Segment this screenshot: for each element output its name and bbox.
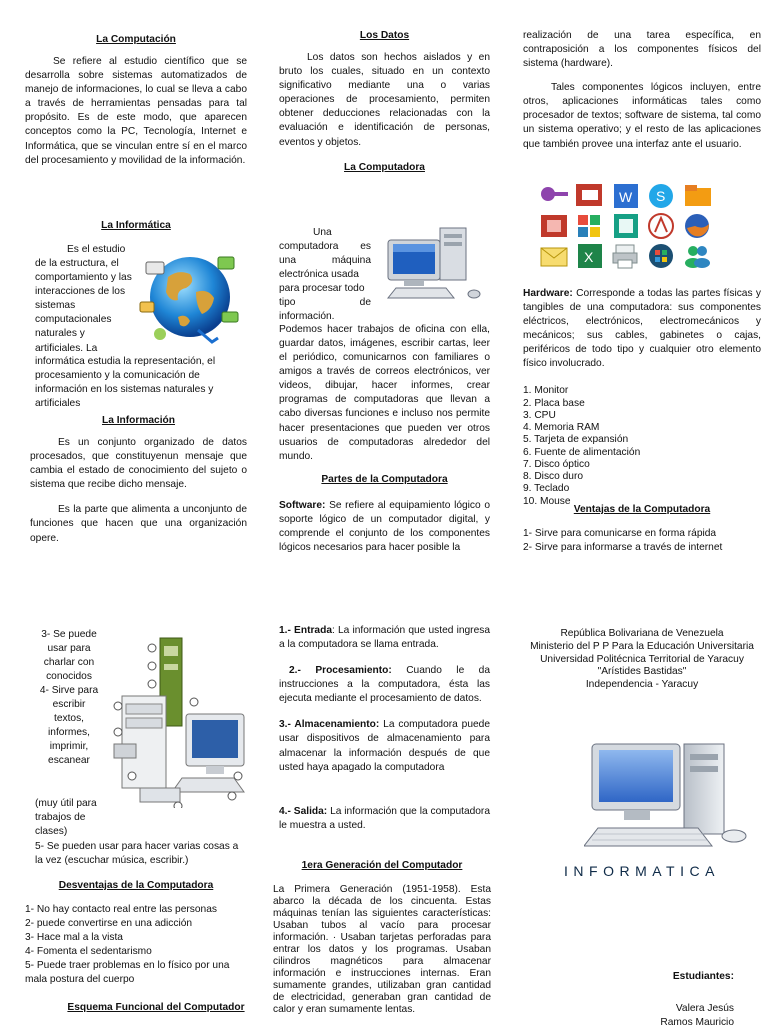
list-item: 4. Memoria RAM [523, 422, 600, 434]
text-datos: Los datos son hechos aislados y en bruto los cuales, situado en un contexto significativo mediante una o varias operaciones de procesamiento, permiten obtener deducciones relacionadas con la evaluación e identificación de personas, eventos y objetos. [279, 52, 490, 148]
list-item: 1- No hay contacto real entre las personas [25, 904, 217, 916]
computadora-wrap-text [279, 226, 371, 325]
heading-desventajas: Desventajas de la Computadora [58, 880, 214, 891]
excel-icon [574, 242, 606, 270]
heading-informatica: La Informática [101, 220, 171, 231]
text-generacion: La Primera Generación (1951-1958). Esta abarco la década de los cincuenta. Estas máquinas tenían las siguientes características: Usaban tubos al vacío para procesar información. · Usaban tarjetas perforadas para entrar los datos y los programas. Usaban cilindros magnéticos para almacenar información e instrucciones internas. Eran sumamente grandes, utilizaban gran cantidad de electricidad, generaban gran cantidad de calor y eran sumamente lentas. [273, 884, 491, 1016]
heading-computadora: La Computadora [344, 162, 425, 173]
entrada-label: 1.- Entrada [279, 625, 332, 636]
cover-institution [520, 628, 764, 692]
section-generacion [273, 859, 491, 1016]
computadora-line: Una [313, 227, 332, 238]
text-computadora: Podemos hacer trabajos de oficina con ella, guardar datos, imágenes, escribir cartas, leer el periódico, comunicarnos con familiares o amigos a través de correos electrónicos, ver videos, dibujar, hacer informes, crear programas de computadoras que llevan a cabo diversas funciones e incluso nos permite hacer presentaciones que pueden ver otros usuarios de computadoras alrededor del mundo. [279, 324, 490, 462]
list-item: 1- Sirve para comunicarse en forma rápida [523, 528, 717, 540]
list-item: 7. Disco óptico [523, 458, 590, 470]
section-datos [279, 29, 490, 150]
outlook-icon [538, 242, 570, 270]
text-procesamiento [279, 664, 490, 706]
text-almacenamiento [279, 718, 490, 774]
cover-line: Ministerio del P P Para la Educación Universitaria [530, 640, 754, 652]
heading-ventajas: Ventajas de la Computadora [573, 504, 711, 515]
software-text: Se refiere al equipamiento lógico o soporte lógico de un computador digital, y comprende el conjunto de los componentes lógicos necesarios para hacer posible la [279, 500, 490, 554]
text-hardware [523, 287, 761, 371]
procesamiento-number: 2.- [289, 665, 316, 677]
list-item: 5- Puede traer problemas en lo físico por una mala postura del cuerpo [25, 960, 230, 986]
messenger-icon [682, 242, 714, 270]
cover-title [523, 862, 761, 881]
ventajas-line: textos, [53, 713, 84, 725]
software-label: Software: [279, 500, 326, 512]
list-item: 3- Hace mal a la vista [25, 932, 123, 944]
informatica-line: artificiales. La [35, 342, 98, 354]
entrada-text: : La información que usted ingresa a la computadora se llama entrada. [279, 625, 490, 651]
computadora-rest [279, 323, 490, 464]
list-item: 4- Fomenta el sedentarismo [25, 946, 152, 958]
computer-parts-diagram [112, 636, 252, 808]
section-computadora [279, 161, 490, 175]
text-software-cont: realización de una tarea específica, en contraposición a los componentes físicos del sistema (hardware). [523, 30, 761, 70]
text-computacion: Se refiere al estudio científico que se desarrolla sobre sistemas automatizados de manejo de informaciones, lo cual se lleva a cabo a través de herramientas pensadas para tal propósito. Es de este modo, que aparecen conceptos como la PC, Tecnología, Internet e Informática, que se vinculan entre sí en el marco del procesamiento y movilidad de la información. [25, 56, 247, 166]
computadora-line: electrónica usada [279, 269, 359, 281]
word-icon [610, 182, 642, 210]
ventajas-line: usar para [47, 643, 91, 655]
section-partes [279, 473, 490, 555]
section-informacion [30, 414, 247, 546]
section-esquema [60, 1002, 252, 1014]
folder-icon [682, 182, 714, 210]
almacenamiento-label: 3.- Almacenamiento: [279, 719, 380, 731]
list-item: 9. Teclado [523, 483, 570, 495]
hardware-list [523, 385, 761, 507]
section-funciones [279, 624, 490, 833]
text-informatica: informática estudia la representación, el procesamiento y la comunicación de información en los sistemas naturales y artificiales [35, 356, 216, 410]
ventajas-line: escanear [48, 755, 90, 767]
computadora-line: para procesar todo [279, 283, 365, 295]
informatica-line: de la estructura, el [35, 258, 119, 270]
list-item: 6. Fuente de alimentación [523, 446, 641, 458]
globe-illustration [138, 242, 243, 352]
publisher-icon [610, 212, 642, 240]
hardware-label: Hardware: [523, 288, 573, 299]
salida-label: 4.- Salida: [279, 805, 328, 817]
estudiantes-label: Estudiantes: [672, 971, 734, 982]
heading-informacion: La Información [101, 415, 176, 426]
heading-generacion: 1era Generación del Computador [301, 860, 463, 871]
heading-esquema: Esquema Funcional del Computador [67, 1002, 245, 1013]
desventajas-list [25, 903, 247, 987]
svg-text:X: X [584, 249, 594, 265]
hardware-text: Corresponde a todas las partes físicas y tangibles de una computadora: sus componentes eléctricos, electrónicos, electromecánicos y mecánicos; sus cables, gabinetes o cajas, periféricos de todo tipo y cualquier otro elemento físico involucrado. [523, 288, 761, 370]
student-name: Valera Jesús [675, 1003, 734, 1015]
ventajas-item3 [35, 628, 103, 684]
ventajas-line: escribir [52, 699, 86, 711]
salida-text: La información que la computadora le muestra a usted. [279, 805, 490, 831]
ventajas-line: charlar con [43, 657, 95, 669]
heading-partes: Partes de la Computadora [321, 474, 448, 485]
student-name: Ramos Mauricio [660, 1017, 734, 1029]
cover-students [523, 970, 734, 1030]
svg-text:W: W [619, 189, 633, 205]
ventajas-line: informes, [48, 727, 90, 739]
computer-illustration [378, 226, 488, 308]
text-componentes: Tales componentes lógicos incluyen, entre otros, aplicaciones informáticas tales como procesador de textos; software de sistema, tal como un sistema operativo; y el resto de las aplicaciones que también provee una interfaz ante el usuario. [523, 82, 761, 150]
heading-datos: Los Datos [359, 30, 410, 41]
list-item: 1. Monitor [523, 385, 569, 397]
list-item: 2- Sirve para informarse a través de internet [523, 542, 723, 554]
printer-icon [610, 242, 642, 270]
text-entrada [279, 624, 490, 652]
section-computacion [25, 33, 247, 168]
informatica-line: computacionales [35, 314, 112, 326]
ventajas-item4 [33, 684, 105, 768]
ventajas-line: 3- Se puede [41, 629, 97, 640]
list-item: 10. Mouse [523, 495, 571, 507]
informatica-line: comportamiento y las [35, 272, 132, 284]
section-desventajas [25, 879, 247, 988]
list-item: 2- puede convertirse en una adicción [25, 918, 193, 930]
skype-icon [646, 182, 678, 210]
ventajas-line: imprimir, [49, 741, 89, 753]
ventajas-line: 4- Sirve para [39, 685, 99, 696]
ventajas-line: 5- Se pueden usar para hacer varias cosas a la vez (escuchar música, escribir.) [35, 841, 239, 867]
access-icon [538, 212, 570, 240]
acrobat-icon [646, 212, 678, 240]
text-salida [279, 805, 490, 833]
computadora-line: tipo de [279, 297, 371, 309]
list-item: 2. Placa base [523, 397, 585, 409]
heading-computacion: La Computación [96, 34, 176, 45]
firefox-icon [682, 212, 714, 240]
informatica-title: INFORMATICA [564, 863, 720, 879]
informatica-line: interacciones de los [35, 286, 126, 298]
section-informatica [25, 219, 247, 233]
cover-line: Universidad Politécnica Territorial de Yaracuy [540, 653, 744, 665]
section-ventajas [523, 503, 761, 555]
informatica-rest [35, 355, 247, 411]
procesamiento-text: Cuando le da instrucciones a la computadora, ésta las ejecuta mediante el procesamiento de datos. [279, 665, 490, 705]
informatica-line: sistemas [35, 300, 76, 312]
windows-logo-icon [574, 212, 606, 240]
ventajas-line: conocidos [46, 671, 92, 683]
key-icon [538, 182, 570, 210]
ventajas-item4-tail [35, 797, 115, 839]
ventajas-item5 [35, 840, 247, 868]
section-hardware [523, 287, 761, 508]
section-software-cont [523, 29, 761, 152]
procesamiento-label: Procesamiento: [315, 665, 392, 677]
computadora-line: computadora es [279, 241, 371, 253]
list-item: 5. Tarjeta de expansión [523, 434, 629, 446]
text-informacion-1: Es un conjunto organizado de datos procesados, que constituyenun mensaje que cambia el estado de conocimiento del sujeto o sistema que recibe dicho mensaje. [30, 437, 247, 491]
software-icons-grid [538, 182, 716, 272]
almacenamiento-text: La computadora puede usar dispositivos de almacenamiento para almacenar la información después de que usted haya apagado la computadora [279, 719, 490, 773]
text-software [279, 499, 490, 555]
computadora-line: información. [279, 311, 335, 323]
list-item: 8. Disco duro [523, 471, 584, 483]
computadora-line: una máquina [279, 255, 371, 267]
ventajas-line: (muy útil para trabajos de clases) [35, 798, 97, 838]
informatica-line: Es el estudio [67, 244, 126, 255]
text-informacion-2: Es la parte que alimenta a unconjunto de funciones que hacen que una organización opere. [30, 504, 247, 544]
windows-orb-icon [646, 242, 678, 270]
informatica-line: naturales y [35, 328, 85, 340]
presentation-icon [574, 182, 606, 210]
cover-line: "Arístides Bastidas" [597, 666, 687, 678]
cover-line: Independencia - Yaracuy [585, 679, 699, 690]
cover-computer-illustration [584, 740, 754, 860]
list-item: 3. CPU [523, 409, 556, 421]
cover-line: República Bolivariana de Venezuela [560, 628, 724, 639]
informatica-wrap-text [35, 243, 145, 356]
svg-text:S: S [656, 188, 666, 204]
